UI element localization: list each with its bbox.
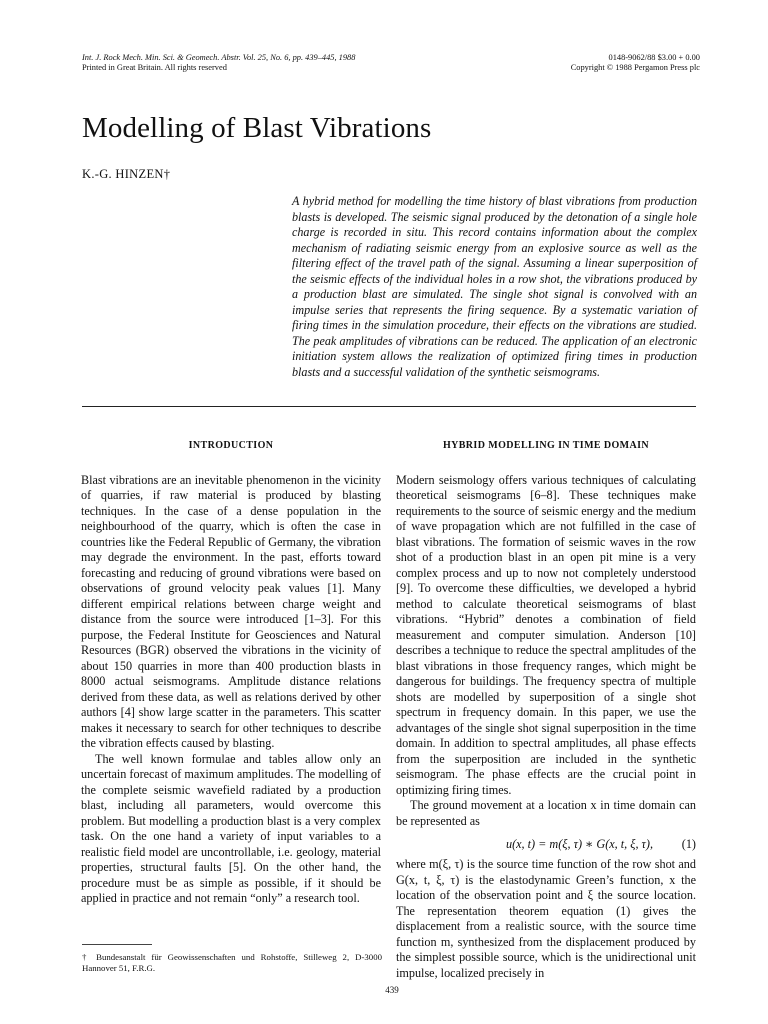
left-column (81, 438, 381, 907)
right-column (396, 438, 696, 981)
journal-header (82, 53, 355, 73)
equation-1 (396, 833, 696, 855)
section-divider (82, 406, 696, 407)
equation-number: (1) (681, 837, 696, 851)
copyright-header (571, 53, 700, 73)
footnote-divider (82, 944, 152, 945)
hybrid-paragraph-2: The ground movement at a location x in time domain can be represented as (396, 798, 696, 828)
hybrid-paragraph-3: where m(ξ, τ) is the source time function of the row shot and G(x, t, ξ, τ) is the elastodynamic Green’s function, x the location of the observation point and ξ the source location. The representation theorem equation (1) gives the displacement from a realistic source, with the source time function m, synthesized from the displacement produced by the simplest possible source, which is the unidirectional unit impulse, localized precisely in (396, 857, 696, 980)
intro-paragraph-1: Blast vibrations are an inevitable phenomenon in the vicinity of quarries, if raw material is produced by blasting techniques. In the case of a dense population in the neighbourhood of the quarry, which is often the case in countries like the Federal Republic of Germany, the vibration may degrade the environment. In the past, efforts toward forecasting and reducing of ground vibrations were based on observations of ground velocity peak values [1]. Many different empirical relations between charge weight and distance from the source were introduced [1–3]. For this purpose, the Federal Institute for Geosciences and Natural Resources (BGR) observed the vibrations in the vicinity of about 150 quarries in more than 400 production blasts in 8000 actual seismograms. Amplitude distance relations derived from these data, as well as relations derived by other authors [4] show large scatter in the parameters. This scatter makes it necessary to search for other techniques to describe the vibration effects caused by blasting. (81, 472, 381, 750)
equation-expression: u(x, t) = m(ξ, τ) ∗ G(x, t, ξ, τ), (506, 837, 654, 851)
abstract: A hybrid method for modelling the time history of blast vibrations from production blasts is developed. The seismic signal produced by the detonation of a single hole charge is recorded in situ. This record contains information about the complex mechanism of radiating seismic energy from an explosive source as well as the filtering effect of the travel path of the signal. Assuming a linear superposition of the seismic effects of the individual holes in a row shot, the vibrations produced by a production blast are simulated. The single shot signal is convolved with an impulse series that represents the firing sequence. By a systematic variation of firing times in the simulation procedure, their effects on the vibrations are studied. The peak amplitudes of vibrations can be reduced. The application of an electronic initiation system allows the realization of optimized firing times in production blasts and a successful validation of the synthetic seismograms. (292, 194, 697, 379)
printed-notice: Printed in Great Britain. All rights reserved (82, 63, 227, 72)
hybrid-paragraph-1: Modern seismology offers various techniques of calculating theoretical seismograms [6–8]. These techniques make requirements to the source of seismic energy and the medium of wave propagation which are not fulfilled in the case of blast vibrations. The formation of seismic waves in the row shot of a production blast in an open pit mine is a very complex process and up to now not completely understood [9]. To overcome these difficulties, we developed a hybrid method to calculate theoretical seismograms of blast vibrations. “Hybrid” denotes a combination of field measurement and computer simulation. Anderson [10] describes a technique to reduce the spectral amplitudes of the blast vibrations in those frequency ranges, which might be dangerous for buildings. The frequency spectra of multiple shots are modelled by superposition of a single shot spectrum in frequency domain. In this paper, we use the advantages of the single shot signal superposition in the time domain. In addition to spectral amplitudes, all phase effects from the superposition are included in the synthetic seismogram. The phase effects are the crucial point in optimizing firing times. (396, 472, 696, 797)
copyright-notice: Copyright © 1988 Pergamon Press plc (570, 63, 700, 72)
journal-citation: Int. J. Rock Mech. Min. Sci. & Geomech. Abstr. Vol. 25, No. 6, pp. 439–445, 1988 (82, 53, 356, 62)
intro-paragraph-2: The well known formulae and tables allow only an uncertain forecast of maximum amplitudes. The modelling of the complete seismic wavefield radiated by a production blast, including all parameters, would overcome this problem. But modelling a production blast is a very complex task. On the one hand a variety of input variables to a realistic field model are uncontrollable, i.e. geology, material properties, structural faults [5]. On the other hand, the procedure must be as simple as possible, if it should be applied in practice and not remain “only” a research tool. (81, 751, 381, 905)
introduction-heading: INTRODUCTION (188, 440, 274, 451)
author-name: K.-G. HINZEN† (82, 167, 171, 181)
author-affiliation-footnote: † Bundesanstalt für Geowissenschaften und Rohstoffe, Stilleweg 2, D-3000 Hannover 51, F.R.G. (82, 952, 382, 973)
paper-title: Modelling of Blast Vibrations (82, 112, 432, 144)
issn-code: 0148-9062/88 $3.00 + 0.00 (608, 53, 700, 62)
page-number: 439 (385, 985, 399, 995)
hybrid-heading: HYBRID MODELLING IN TIME DOMAIN (442, 440, 650, 451)
